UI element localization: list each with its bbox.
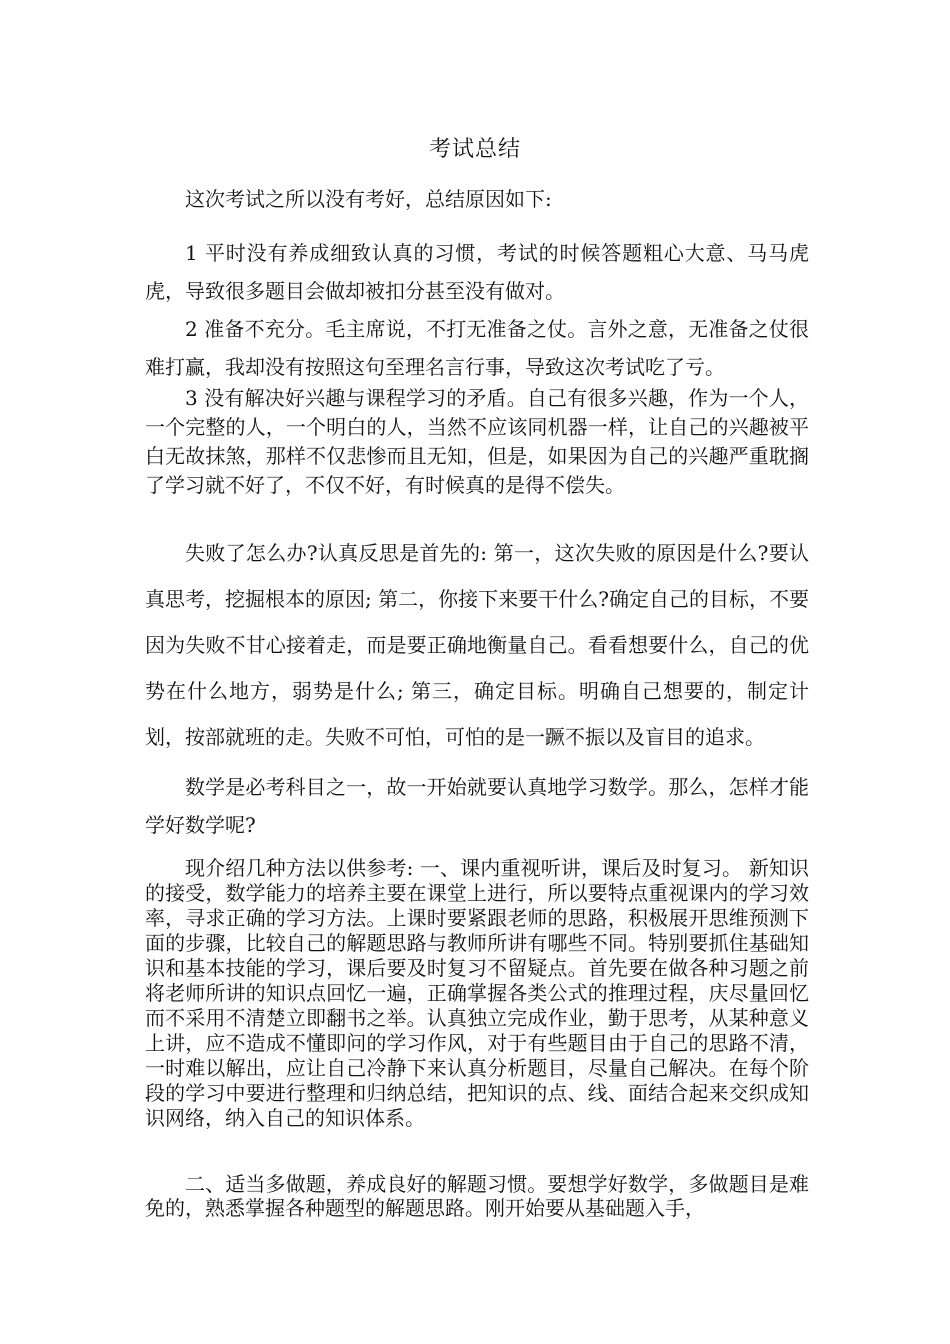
document-title: 考试总结 — [428, 137, 521, 162]
paragraph-math-intro: 数学是必考科目之一，故一开始就要认真地学习数学。那么，怎样才能学好数学呢? — [145, 775, 809, 837]
paragraph-method-2: 二、适当多做题，养成良好的解题习惯。要想学好数学，多做题目是难免的，熟悉掌握各种题型的解题思路。刚开始要从基础题入手， — [145, 1172, 809, 1220]
paragraph-reason-2: 2 准备不充分。毛主席说，不打无准备之仗。言外之意，无准备之仗很难打赢，我却没有按照这句至理名言行事，导致这次考试吃了亏。 — [145, 317, 809, 379]
paragraph-reason-1: 1 平时没有养成细致认真的习惯，考试的时候答题粗心大意、马马虎虎，导致很多题目会做却被扣分甚至没有做对。 — [145, 241, 809, 303]
paragraph-intro: 这次考试之所以没有考好，总结原因如下: — [185, 187, 552, 211]
paragraph-method-1: 现介绍几种方法以供参考: 一、课内重视听讲，课后及时复习。 新知识的接受，数学能力的培养主要在课堂上进行，所以要特点重视课内的学习效率，寻求正确的学习方法。上课时要紧跟老师的思路，积极展开思维预测下面的步骤，比较自己的解题思路与教师所讲有哪些不同。特别要抓住基础知识和基本技能的学习，课后要及时复习不留疑点。首先要在做各种习题之前将老师所讲的知识点回忆一遍，正确掌握各类公式的推理过程，庆尽量回忆而不采用不清楚立即翻书之举。认真独立完成作业，勤于思考，从某种意义上讲，应不造成不懂即问的学习作风，对于有些题目由于自己的思路不清，一时难以解出，应让自己冷静下来认真分析题目，尽量自己解决。在每个阶段的学习中要进行整理和归纳总结，把知识的点、线、面结合起来交织成知识网络，纳入自己的知识体系。 — [145, 856, 809, 1130]
paragraph-failure: 失败了怎么办?认真反思是首先的: 第一，这次失败的原因是什么?要认真思考，挖掘根本的原因; 第二，你接下来要干什么?确定自己的目标，不要因为失败不甘心接着走，而是要正确地衡量自己。看看想要什么，自己的优势在什么地方，弱势是什么; 第三，确定目标。明确自己想要的，制定计划，按部就班的走。失败不可怕，可怕的是一蹶不振以及盲目的追求。 — [145, 541, 809, 749]
paragraph-reason-3: 3 没有解决好兴趣与课程学习的矛盾。自己有很多兴趣，作为一个人，一个完整的人，一个明白的人，当然不应该同机器一样，让自己的兴趣被平白无故抹煞，那样不仅悲惨而且无知，但是，如果因为自己的兴趣严重耽搁了学习就不好了，不仅不好，有时候真的是得不偿失。 — [145, 386, 809, 497]
